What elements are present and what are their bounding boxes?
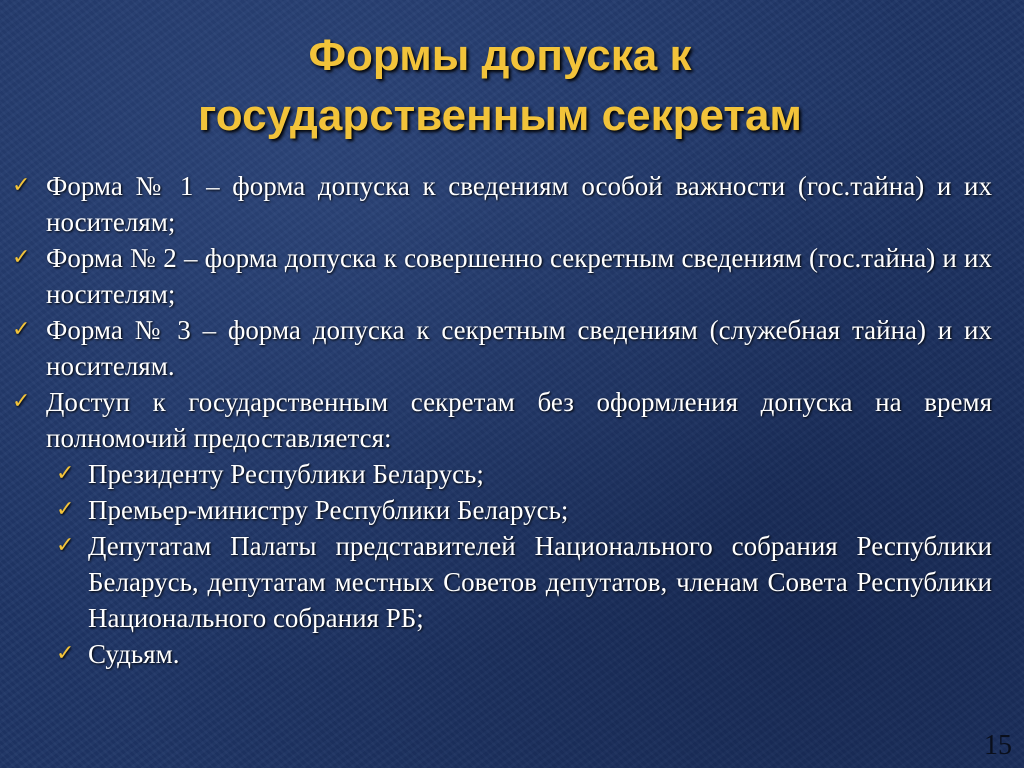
list-item (12, 168, 992, 240)
sub-list-item-text: Депутатам Палаты представителей Национального собрания Республики Беларусь, депутатам местных Советов депутатов, членам Совета Республики Национального собрания РБ; (88, 531, 992, 633)
sub-list-item (56, 456, 992, 492)
list-item-text: Доступ к государственным секретам без оформления допуска на время полномочий предоставляется: (46, 387, 992, 453)
list-item (12, 240, 992, 312)
checkmark-icon: ✓ (12, 245, 31, 270)
checkmark-icon: ✓ (56, 533, 75, 558)
checkmark-icon: ✓ (12, 389, 31, 414)
list-item (12, 384, 992, 456)
sub-list-item (56, 492, 992, 528)
bullet-list (0, 168, 1024, 672)
sub-list-item-text: Президенту Республики Беларусь; (88, 459, 484, 489)
page-number: 15 (984, 730, 1012, 761)
sub-list-item-text: Премьер-министру Республики Беларусь; (88, 495, 569, 525)
checkmark-icon: ✓ (12, 317, 31, 342)
checkmark-icon: ✓ (12, 173, 31, 198)
list-item-text: Форма № 3 – форма допуска к секретным сведениям (служебная тайна) и их носителям. (46, 315, 992, 381)
checkmark-icon: ✓ (56, 461, 75, 486)
list-item-text: Форма № 1 – форма допуска к сведениям особой важности (гос.тайна) и их носителям; (46, 171, 992, 237)
checkmark-icon: ✓ (56, 641, 75, 666)
slide-title (110, 26, 890, 146)
checkmark-icon: ✓ (56, 497, 75, 522)
sub-list-item-text: Судьям. (88, 639, 180, 669)
sub-list-item (56, 528, 992, 636)
list-item-text: Форма № 2 – форма допуска к совершенно секретным сведениям (гос.тайна) и их носителям; (46, 243, 992, 309)
list-item (12, 312, 992, 384)
slide-title-line-1: Формы допуска к (308, 31, 692, 80)
slide-title-line-2: государственным секретам (198, 91, 802, 140)
sub-list-item (56, 636, 992, 672)
